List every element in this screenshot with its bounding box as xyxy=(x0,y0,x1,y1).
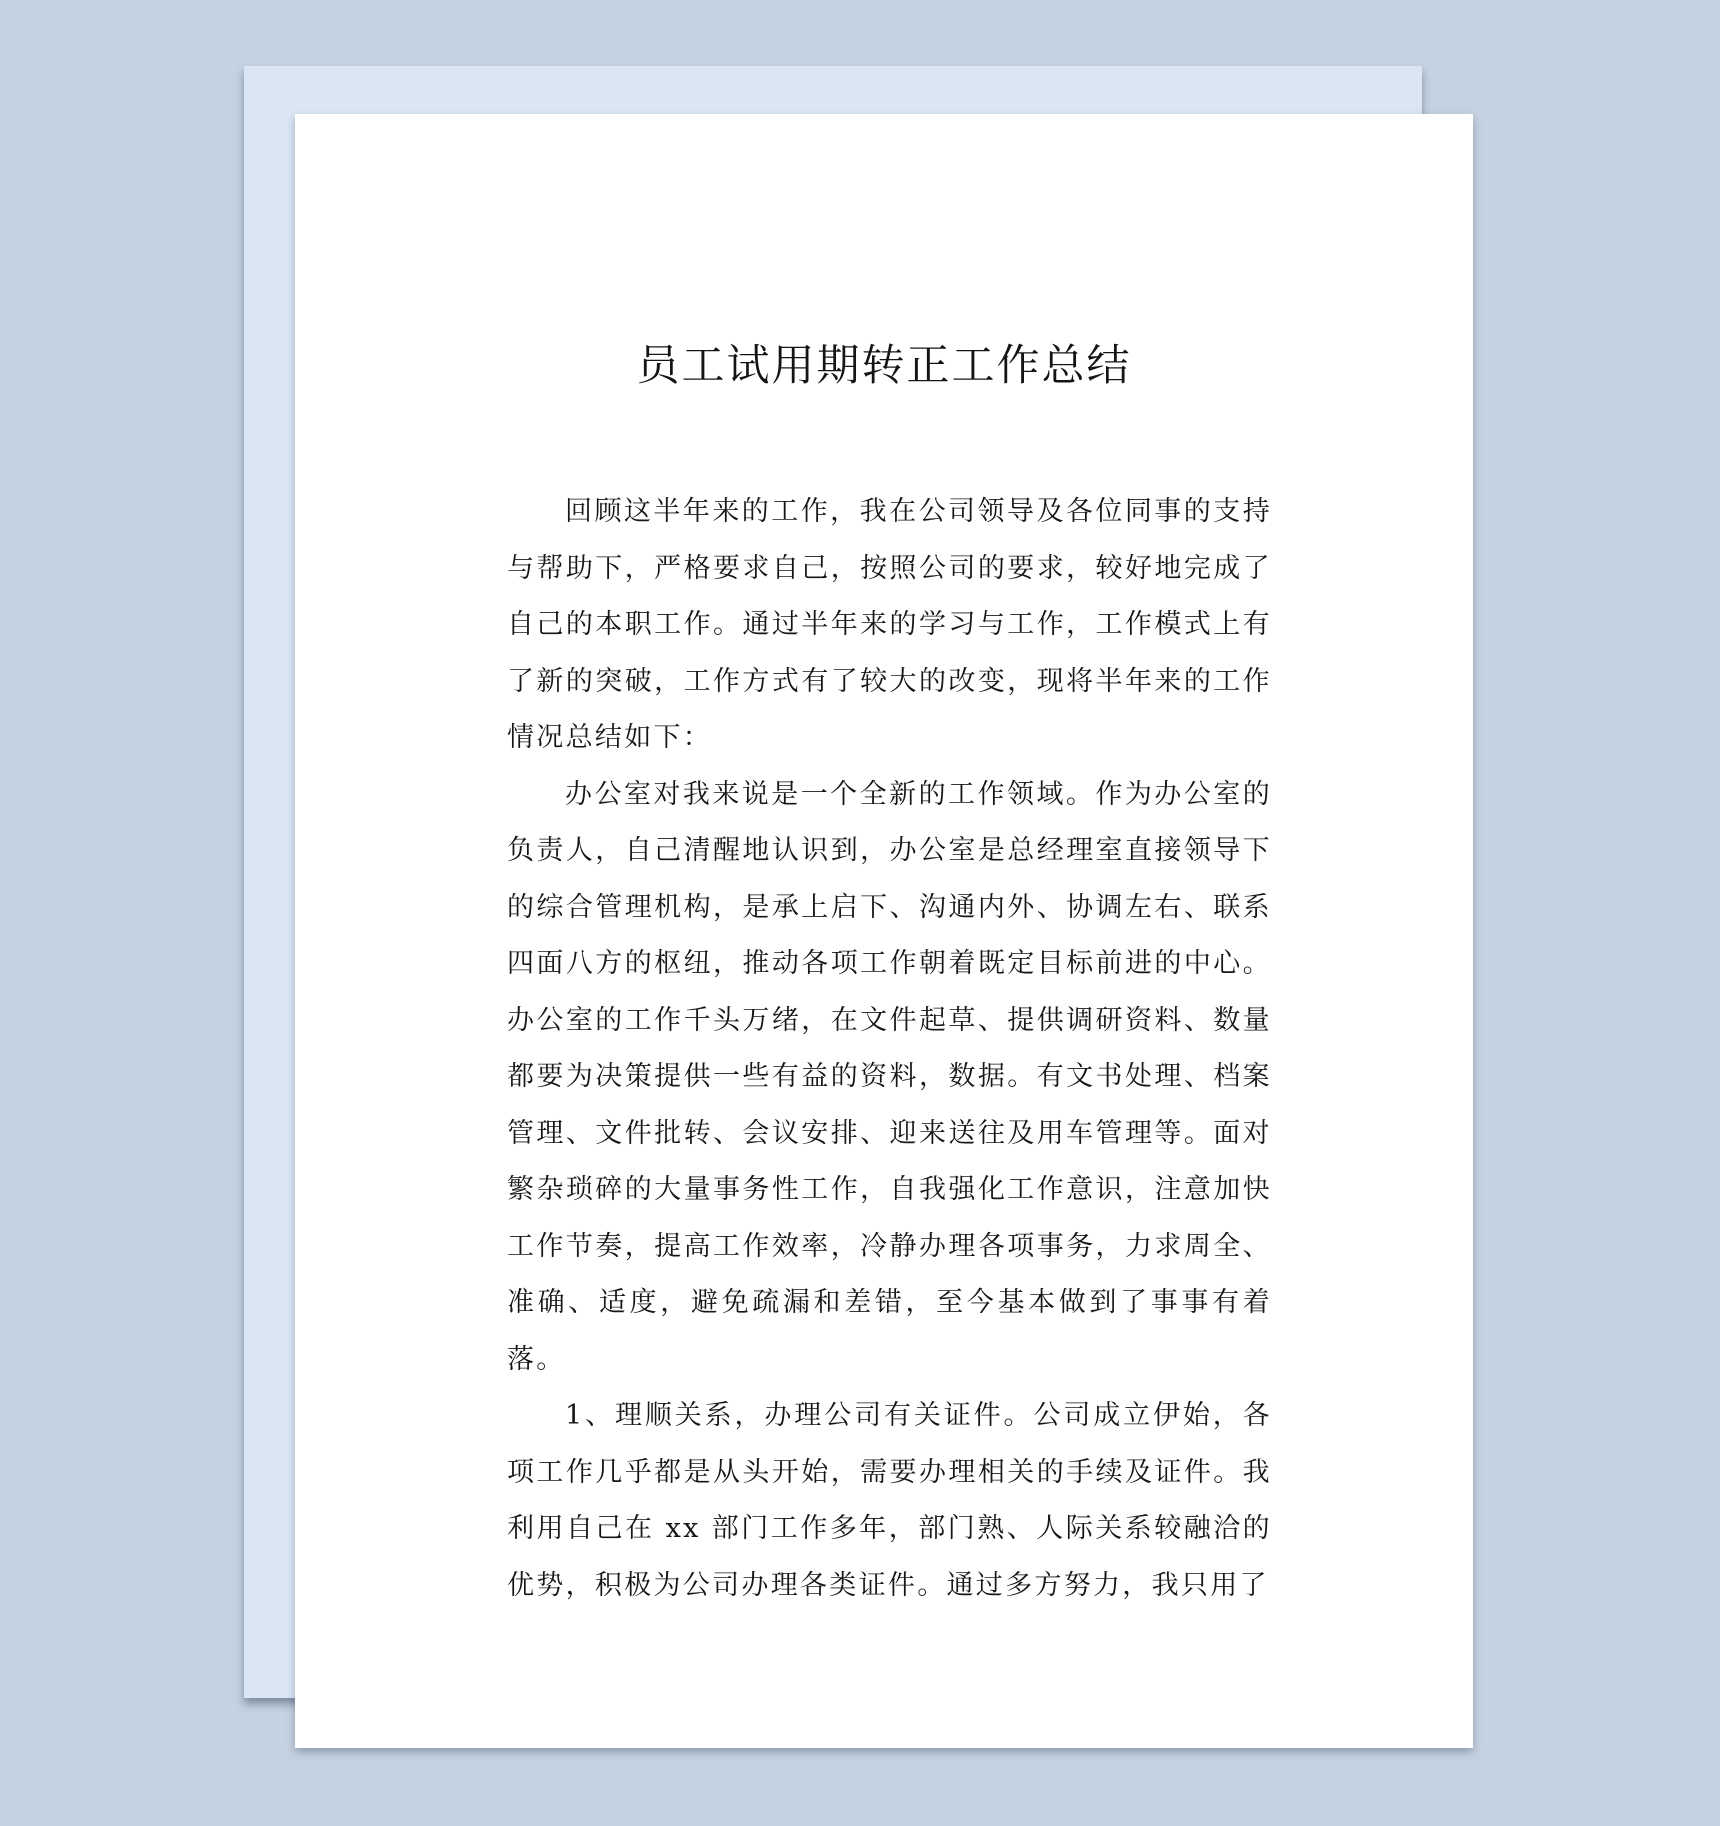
body-paragraph-2: 办公室对我来说是一个全新的工作领域。作为办公室的负责人，自己清醒地认识到，办公室是总经理室直接领导下的综合管理机构，是承上启下、沟通内外、协调左右、联系四面八方的枢纽，推动各项工作朝着既定目标前进的中心。办公室的工作千头万绪，在文件起草、提供调研资料、数量都要为决策提供一些有益的资料，数据。有文书处理、档案管理、文件批转、会议安排、迎来送往及用车管理等。面对繁杂琐碎的大量事务性工作，自我强化工作意识，注意加快工作节奏，提高工作效率，冷静办理各项事务，力求周全、准确、适度，避免疏漏和差错，至今基本做到了事事有着落。 xyxy=(507,778,1272,1375)
document-page xyxy=(295,114,1473,1748)
body-paragraph-3: 1、理顺关系，办理公司有关证件。公司成立伊始，各项工作几乎都是从头开始，需要办理相关的手续及证件。我利用自己在 xx 部门工作多年，部门熟、人际关系较融洽的优势，积极为公司办理各类证件。通过多方努力，我只用了 xyxy=(507,1400,1272,1601)
body-paragraph-1: 回顾这半年来的工作，我在公司领导及各位同事的支持与帮助下，严格要求自己，按照公司的要求，较好地完成了自己的本职工作。通过半年来的学习与工作，工作模式上有了新的突破，工作方式有了较大的改变，现将半年来的工作情况总结如下： xyxy=(507,496,1272,753)
document-body xyxy=(507,484,1272,1614)
document-title: 员工试用期转正工作总结 xyxy=(636,341,1132,391)
